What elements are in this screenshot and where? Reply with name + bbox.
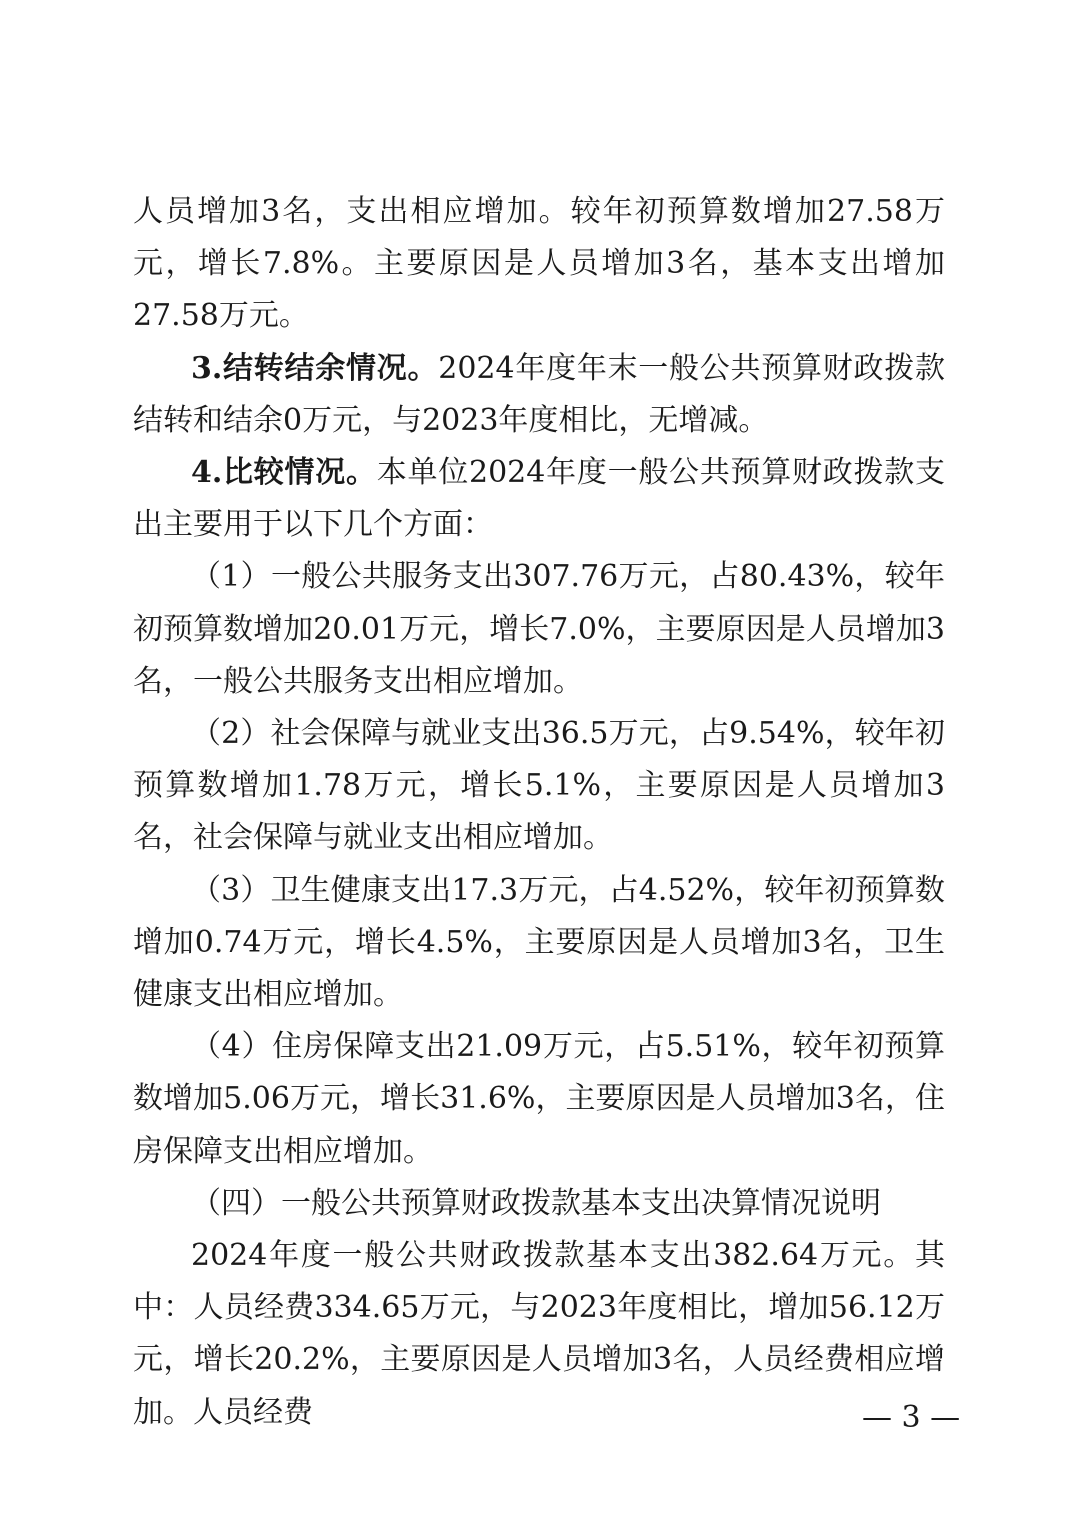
paragraph-item-2 [133, 708, 945, 865]
paragraph-text: （1）一般公共服务支出307.76万元，占80.43%，较年初预算数增加20.01万元，增长7.0%，主要原因是人员增加3名，一般公共服务支出相应增加。 [133, 559, 945, 699]
paragraph-item-4 [133, 1021, 945, 1178]
page-body [133, 186, 945, 1439]
paragraph-basic-expenditure [133, 1230, 945, 1439]
paragraph-lead: 3.结转结余情况。 [191, 350, 439, 386]
paragraph-item-3 [133, 865, 945, 1022]
paragraph-text: 本单位2024年度一般公共预算财政拨款支出主要用于以下几个方面： [133, 455, 945, 543]
section-heading-text: （四）一般公共预算财政拨款基本支出决算情况说明 [191, 1185, 881, 1221]
paragraph-comparison [133, 447, 945, 551]
paragraph-text: 2024年度年末一般公共预算财政拨款结转和结余0万元，与2023年度相比，无增减。 [133, 350, 945, 438]
paragraph-text: （4）住房保障支出21.09万元，占5.51%，较年初预算数增加5.06万元，增长31.6%，主要原因是人员增加3名，住房保障支出相应增加。 [133, 1029, 945, 1169]
section-heading [133, 1178, 945, 1230]
paragraph-text: （2）社会保障与就业支出36.5万元，占9.54%，较年初预算数增加1.78万元，增长5.1%，主要原因是人员增加3名，社会保障与就业支出相应增加。 [133, 716, 945, 856]
paragraph-lead: 4.比较情况。 [191, 455, 377, 491]
paragraph-text: 人员增加3名，支出相应增加。较年初预算数增加27.58万元，增长7.8%。主要原因是人员增加3名，基本支出增加27.58万元。 [133, 194, 945, 334]
paragraph-item-1 [133, 551, 945, 708]
paragraph-carryover-balance [133, 343, 945, 447]
paragraph-text: 2024年度一般公共财政拨款基本支出382.64万元。其中：人员经费334.65万元，与2023年度相比，增加56.12万元，增长20.2%，主要原因是人员增加3名，人员经费相应增加。人员经费 [133, 1238, 945, 1430]
page-number: — 3 — [862, 1400, 961, 1435]
paragraph-continuation [133, 186, 945, 343]
paragraph-text: （3）卫生健康支出17.3万元，占4.52%，较年初预算数增加0.74万元，增长4.5%，主要原因是人员增加3名，卫生健康支出相应增加。 [133, 872, 945, 1013]
